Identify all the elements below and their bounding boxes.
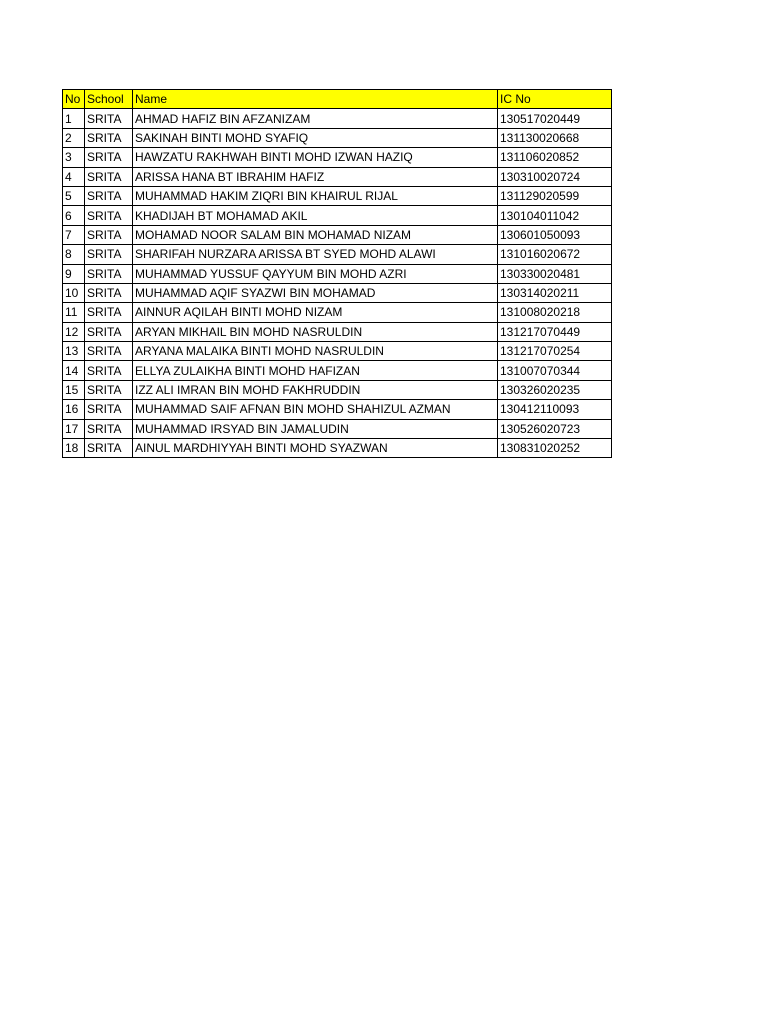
cell-school: SRITA — [85, 245, 133, 264]
cell-ic-no: 130831020252 — [498, 439, 612, 458]
cell-school: SRITA — [85, 109, 133, 128]
cell-name: SAKINAH BINTI MOHD SYAFIQ — [133, 128, 498, 147]
table-body — [63, 109, 612, 458]
cell-no: 9 — [63, 264, 85, 283]
cell-name: SHARIFAH NURZARA ARISSA BT SYED MOHD ALAWI — [133, 245, 498, 264]
cell-name: MUHAMMAD HAKIM ZIQRI BIN KHAIRUL RIJAL — [133, 186, 498, 205]
table-row — [63, 109, 612, 128]
cell-school: SRITA — [85, 439, 133, 458]
cell-ic-no: 131129020599 — [498, 186, 612, 205]
table-row — [63, 148, 612, 167]
header-school: School — [85, 90, 133, 109]
cell-no: 4 — [63, 167, 85, 186]
cell-school: SRITA — [85, 303, 133, 322]
cell-name: IZZ ALI IMRAN BIN MOHD FAKHRUDDIN — [133, 380, 498, 399]
cell-name: AHMAD HAFIZ BIN AFZANIZAM — [133, 109, 498, 128]
cell-no: 2 — [63, 128, 85, 147]
cell-ic-no: 131016020672 — [498, 245, 612, 264]
cell-ic-no: 130330020481 — [498, 264, 612, 283]
table-row — [63, 361, 612, 380]
cell-ic-no: 130517020449 — [498, 109, 612, 128]
header-ic-no: IC No — [498, 90, 612, 109]
cell-no: 18 — [63, 439, 85, 458]
cell-no: 7 — [63, 225, 85, 244]
cell-no: 8 — [63, 245, 85, 264]
cell-no: 10 — [63, 283, 85, 302]
cell-no: 15 — [63, 380, 85, 399]
cell-name: MUHAMMAD SAIF AFNAN BIN MOHD SHAHIZUL AZMAN — [133, 400, 498, 419]
table-row — [63, 225, 612, 244]
table-row — [63, 439, 612, 458]
cell-name: AINNUR AQILAH BINTI MOHD NIZAM — [133, 303, 498, 322]
table-row — [63, 342, 612, 361]
cell-school: SRITA — [85, 361, 133, 380]
cell-no: 11 — [63, 303, 85, 322]
cell-no: 14 — [63, 361, 85, 380]
cell-school: SRITA — [85, 400, 133, 419]
cell-school: SRITA — [85, 206, 133, 225]
cell-name: ARYAN MIKHAIL BIN MOHD NASRULDIN — [133, 322, 498, 341]
table-row — [63, 380, 612, 399]
cell-name: MOHAMAD NOOR SALAM BIN MOHAMAD NIZAM — [133, 225, 498, 244]
cell-ic-no: 130326020235 — [498, 380, 612, 399]
header-no: No — [63, 90, 85, 109]
header-name: Name — [133, 90, 498, 109]
cell-ic-no: 131217070449 — [498, 322, 612, 341]
cell-school: SRITA — [85, 148, 133, 167]
header-row — [63, 90, 612, 109]
table-row — [63, 167, 612, 186]
cell-school: SRITA — [85, 264, 133, 283]
table-row — [63, 128, 612, 147]
cell-no: 5 — [63, 186, 85, 205]
cell-ic-no: 130104011042 — [498, 206, 612, 225]
cell-name: KHADIJAH BT MOHAMAD AKIL — [133, 206, 498, 225]
table-row — [63, 206, 612, 225]
cell-school: SRITA — [85, 128, 133, 147]
cell-school: SRITA — [85, 419, 133, 438]
student-list-table — [62, 89, 612, 458]
cell-name: AINUL MARDHIYYAH BINTI MOHD SYAZWAN — [133, 439, 498, 458]
cell-ic-no: 130412110093 — [498, 400, 612, 419]
cell-school: SRITA — [85, 380, 133, 399]
cell-ic-no: 131008020218 — [498, 303, 612, 322]
cell-name: MUHAMMAD AQIF SYAZWI BIN MOHAMAD — [133, 283, 498, 302]
table-row — [63, 245, 612, 264]
cell-name: ARYANA MALAIKA BINTI MOHD NASRULDIN — [133, 342, 498, 361]
cell-no: 17 — [63, 419, 85, 438]
table-row — [63, 419, 612, 438]
cell-school: SRITA — [85, 283, 133, 302]
cell-school: SRITA — [85, 167, 133, 186]
cell-ic-no: 131130020668 — [498, 128, 612, 147]
cell-school: SRITA — [85, 322, 133, 341]
cell-no: 13 — [63, 342, 85, 361]
cell-name: HAWZATU RAKHWAH BINTI MOHD IZWAN HAZIQ — [133, 148, 498, 167]
cell-no: 12 — [63, 322, 85, 341]
table-row — [63, 264, 612, 283]
cell-school: SRITA — [85, 225, 133, 244]
table-row — [63, 303, 612, 322]
cell-no: 6 — [63, 206, 85, 225]
cell-ic-no: 130526020723 — [498, 419, 612, 438]
cell-ic-no: 130601050093 — [498, 225, 612, 244]
cell-no: 16 — [63, 400, 85, 419]
cell-no: 1 — [63, 109, 85, 128]
table-row — [63, 186, 612, 205]
table-row — [63, 322, 612, 341]
cell-name: ELLYA ZULAIKHA BINTI MOHD HAFIZAN — [133, 361, 498, 380]
table-row — [63, 400, 612, 419]
table-row — [63, 283, 612, 302]
cell-name: MUHAMMAD YUSSUF QAYYUM BIN MOHD AZRI — [133, 264, 498, 283]
cell-school: SRITA — [85, 186, 133, 205]
cell-ic-no: 131007070344 — [498, 361, 612, 380]
cell-ic-no: 130310020724 — [498, 167, 612, 186]
cell-name: ARISSA HANA BT IBRAHIM HAFIZ — [133, 167, 498, 186]
cell-ic-no: 131217070254 — [498, 342, 612, 361]
cell-name: MUHAMMAD IRSYAD BIN JAMALUDIN — [133, 419, 498, 438]
cell-ic-no: 131106020852 — [498, 148, 612, 167]
cell-school: SRITA — [85, 342, 133, 361]
cell-no: 3 — [63, 148, 85, 167]
cell-ic-no: 130314020211 — [498, 283, 612, 302]
